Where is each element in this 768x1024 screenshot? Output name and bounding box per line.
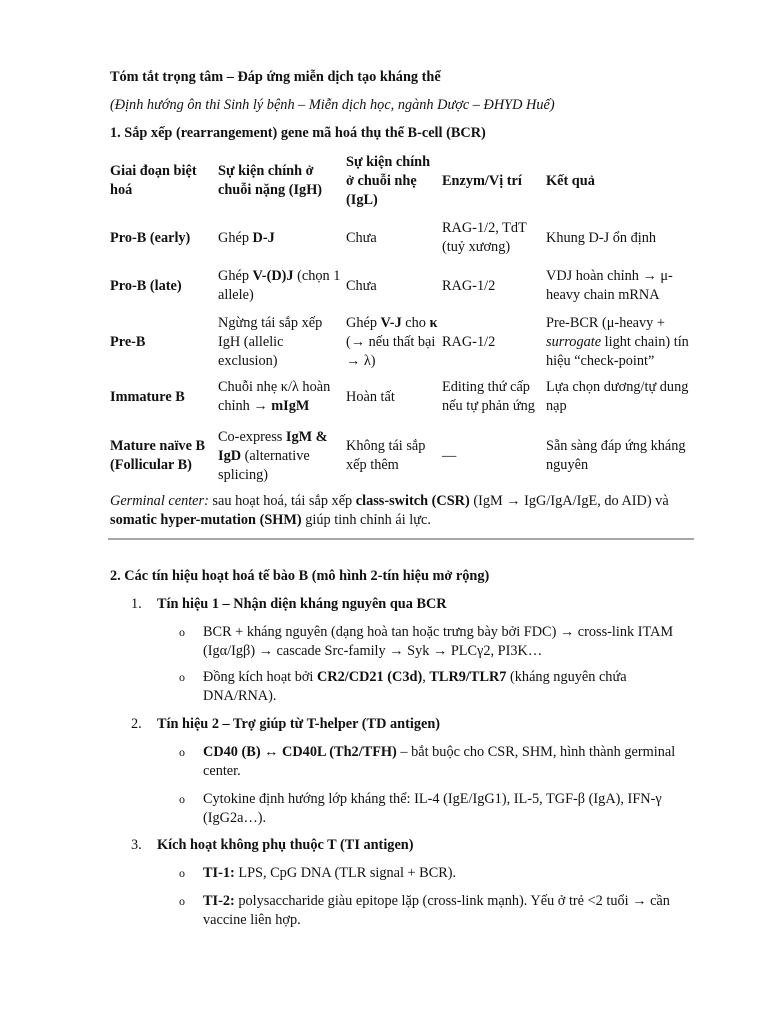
cell-text-bold: mIgM (271, 398, 310, 414)
stage-cell: Pre-B (110, 333, 146, 350)
note-text: giúp tinh chỉnh ái lực. (301, 512, 431, 528)
bullet-icon: o (179, 894, 185, 908)
bullet-text-bold: CD40 (B) ↔ CD40L (Th2/TFH) (203, 744, 397, 760)
bullet-icon: o (179, 866, 185, 880)
cell-text-bold: V-J (380, 314, 402, 331)
cell-text: Pre-BCR (μ-heavy + (546, 314, 665, 331)
table-row (108, 214, 698, 262)
list-item (179, 743, 699, 781)
bullet-text: Cytokine định hướng lớp kháng thể: IL-4 (IgE/IgG1), IL-5, TGF-β (IgA), IFN-γ (IgG2a…). (203, 791, 662, 826)
section-2-heading: 2. Các tín hiệu hoạt hoá tế bào B (mô hình 2-tín hiệu mở rộng) (110, 568, 490, 584)
result-cell (544, 314, 698, 371)
stage-cell: Pro-B (late) (110, 277, 182, 294)
enzyme-cell: Editing thứ cấp nếu tự phản ứng (442, 379, 535, 414)
bullet-icon: o (179, 792, 185, 806)
heavy-chain-cell (216, 229, 344, 248)
item-number: 3. (131, 837, 142, 853)
bullet-text (203, 892, 699, 930)
enzyme-cell: — (442, 447, 457, 464)
bullet-text: BCR + kháng nguyên (dạng hoà tan hoặc trưng bày bởi FDC) → cross-link ITAM (Igα/Igβ) → cascade Src-family → Syk → PLCγ2, PI3K… (203, 624, 674, 659)
bullet-text-part: LPS, CpG DNA (TLR signal + BCR). (234, 865, 457, 881)
cell-text: Ghép (346, 314, 381, 331)
enzyme-cell: RAG-1/2, TdT (tuỷ xương) (442, 220, 527, 255)
cell-text: (→ nếu thất bại → λ) (346, 333, 436, 369)
result-cell: Sẵn sàng đáp ứng kháng nguyên (546, 438, 686, 473)
note-text-bold: somatic hyper-mutation (SHM) (110, 512, 302, 528)
result-cell: Lựa chọn dương/tự dung nạp (546, 379, 689, 414)
light-chain-cell (344, 314, 440, 371)
bullet-text (203, 668, 699, 706)
item-number: 2. (131, 716, 142, 732)
bullet-text-bold: TI-2: (203, 893, 235, 909)
bullet-icon: o (179, 745, 185, 759)
document-title: Tóm tắt trọng tâm – Đáp ứng miễn dịch tạo kháng thể (110, 69, 441, 85)
bullet-text (203, 864, 699, 883)
cell-text-bold: D-J (252, 229, 275, 246)
cell-text: Ghép (218, 268, 253, 284)
stage-cell: Mature naïve B (Follicular B) (110, 438, 206, 473)
table-row (108, 376, 698, 418)
document-subtitle: (Định hướng ôn thi Sinh lý bệnh – Miễn dịch học, ngành Dược – ĐHYD Huế) (110, 97, 555, 113)
bullet-text-bold: CR2/CD21 (C3d) (316, 669, 423, 685)
result-cell: Khung D-J ổn định (546, 229, 657, 246)
light-chain-cell: Không tái sắp xếp thêm (346, 438, 426, 473)
table-header-row (108, 150, 698, 212)
cell-text: Chuỗi nhẹ κ/λ hoàn chỉnh → (218, 379, 331, 414)
cell-text: (alternative splicing) (218, 447, 310, 483)
cell-text-bold: IgM & IgD (218, 428, 328, 464)
table-row (108, 426, 698, 486)
bullet-text (203, 743, 699, 781)
cell-text: light chain) tín hiệu “check-point” (546, 333, 689, 369)
enzyme-cell: RAG-1/2 (442, 277, 496, 294)
table-header-cell: Kết quả (546, 172, 595, 189)
bullet-icon: o (179, 625, 185, 639)
list-item (179, 864, 699, 883)
numbered-item (131, 715, 440, 734)
list-item (179, 790, 699, 828)
light-chain-cell: Chưa (346, 277, 377, 294)
result-cell: VDJ hoàn chỉnh → μ-heavy chain mRNA (546, 268, 673, 303)
heavy-chain-cell (216, 378, 344, 416)
numbered-item (131, 836, 414, 855)
cell-text: (chọn 1 allele) (218, 268, 341, 303)
table-row (108, 262, 698, 310)
cell-text: Co-express (218, 428, 286, 445)
bullet-text-part: Đồng kích hoạt bởi (203, 669, 317, 685)
bullet-text-bold: TLR9/TLR7 (429, 669, 507, 685)
bullet-text-part: , (422, 669, 430, 685)
heavy-chain-cell: Ngừng tái sắp xếp IgH (allelic exclusion) (218, 314, 323, 369)
item-label: Kích hoạt không phụ thuộc T (TI antigen) (157, 837, 414, 853)
item-number: 1. (131, 596, 142, 612)
item-label: Tín hiệu 1 – Nhận diện kháng nguyên qua BCR (157, 596, 447, 612)
bullet-text-part: (kháng nguyên chứa DNA/RNA). (203, 669, 627, 704)
note-text-italic: Germinal center: (110, 493, 209, 509)
light-chain-cell: Chưa (346, 229, 377, 246)
note-text: sau hoạt hoá, tái sắp xếp (208, 493, 356, 509)
list-item (179, 892, 699, 930)
numbered-item (131, 595, 447, 614)
table-header-cell: Giai đoạn biệt hoá (110, 163, 197, 198)
bullet-text-bold: TI-1: (203, 865, 235, 881)
cell-text: Ghép (218, 229, 253, 246)
bullet-icon: o (179, 670, 185, 684)
germinal-center-note (110, 492, 700, 530)
cell-text: cho (401, 314, 430, 331)
horizontal-divider (108, 538, 694, 540)
note-text-bold: class-switch (CSR) (355, 493, 470, 509)
list-item (179, 623, 699, 661)
table-header-cell: Enzym/Vị trí (442, 172, 522, 189)
table-header-cell: Sự kiện chính ở chuỗi nặng (IgH) (218, 163, 323, 198)
item-label: Tín hiệu 2 – Trợ giúp từ T-helper (TD antigen) (157, 716, 441, 732)
enzyme-cell: RAG-1/2 (442, 333, 496, 350)
stage-cell: Pro-B (early) (110, 229, 191, 246)
note-text: (IgM → IgG/IgA/IgE, do AID) và (469, 493, 669, 509)
bullet-text-part: polysaccharide giàu epitope lặp (cross-link mạnh). Yếu ở trẻ <2 tuổi → cần vaccine liên hợp. (203, 893, 670, 928)
cell-text-bold: V-(D)J (252, 268, 294, 284)
section-1-heading: 1. Sắp xếp (rearrangement) gene mã hoá thụ thể B-cell (BCR) (110, 125, 486, 141)
heavy-chain-cell (216, 428, 344, 485)
cell-text-bold: κ (429, 314, 438, 331)
light-chain-cell: Hoàn tất (346, 388, 395, 405)
heavy-chain-cell (216, 267, 344, 305)
table-row (108, 312, 698, 372)
list-item (179, 668, 699, 706)
bullet-text-part: – bắt buộc cho CSR, SHM, hình thành germinal center. (203, 744, 676, 779)
cell-text-italic: surrogate (546, 333, 602, 350)
table-header-cell: Sự kiện chính ở chuỗi nhẹ (IgL) (346, 153, 431, 208)
stage-cell: Immature B (110, 388, 185, 405)
